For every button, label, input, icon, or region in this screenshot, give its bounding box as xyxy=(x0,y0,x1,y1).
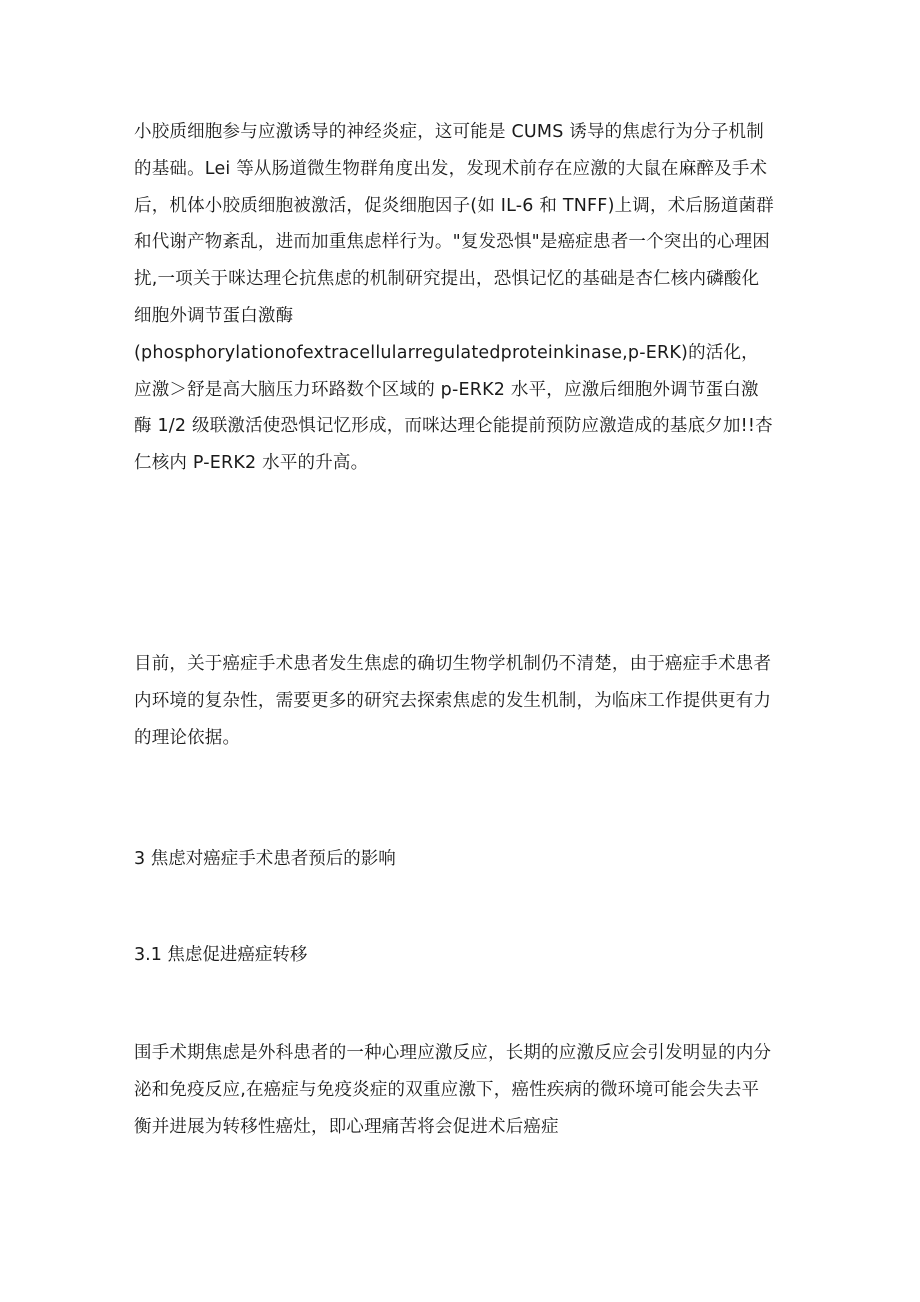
paragraph-mechanism-unclear xyxy=(134,646,794,756)
text-line: (phosphorylationofextracellularregulatedproteinkinase,p-ERK)的活化， xyxy=(134,342,759,363)
text-line: 内环境的复杂性，需要更多的研究去探索焦虑的发生机制，为临床工作提供更有力 xyxy=(134,690,772,711)
text-line: 的基础。Lei 等从肠道微生物群角度出发，发现术前存在应激的大鼠在麻醉及手术 xyxy=(134,158,768,179)
text-line: 目前，关于癌症手术患者发生焦虑的确切生物学机制仍不清楚，由于癌症手术患者 xyxy=(134,654,772,674)
text-line: 后，机体小胶质细胞被激活，促炎细胞因子(如 IL-6 和 TNFF)上调，术后肠道菌群 xyxy=(134,195,774,216)
section-heading-3: 3 焦虑对癌症手术患者预后的影响 xyxy=(134,849,396,869)
paragraph-neuroinflammation xyxy=(134,114,794,482)
text-line: 酶 1/2 级联激活使恐惧记忆形成，而咪达理仑能提前预防应激造成的基底夕加!!杏 xyxy=(134,416,773,437)
text-line: 围手术期焦虑是外科患者的一种心理应激反应，长期的应激反应会引发明显的内分 xyxy=(134,1043,772,1063)
paragraph-anxiety-metastasis xyxy=(134,1035,794,1145)
text-line: 小胶质细胞参与应激诱导的神经炎症，这可能是 CUMS 诱导的焦虑行为分子机制 xyxy=(134,122,764,142)
text-line: 细胞外调节蛋白激酶 xyxy=(134,305,294,326)
text-line: 扰,一项关于咪达理仑抗焦虑的机制研究提出，恐惧记忆的基础是杏仁核内磷酸化 xyxy=(134,269,760,290)
section-heading-3-1: 3.1 焦虑促进癌症转移 xyxy=(134,945,308,965)
text-line: 仁核内 P-ERK2 水平的升高。 xyxy=(134,453,369,474)
text-line: 衡并进展为转移性癌灶，即心理痛苦将会促进术后癌症 xyxy=(134,1116,559,1137)
text-line: 和代谢产物紊乱，进而加重焦虑样行为。"复发恐惧"是癌症患者一个突出的心理困 xyxy=(134,232,770,253)
text-line: 泌和免疫反应,在癌症与免疫炎症的双重应激下，癌性疾病的微环境可能会失去平 xyxy=(134,1079,760,1100)
text-line: 的理论依据。 xyxy=(134,727,241,748)
text-line: 应激＞舒是高大脑压力环路数个区域的 p-ERK2 水平，应激后细胞外调节蛋白激 xyxy=(134,379,759,400)
